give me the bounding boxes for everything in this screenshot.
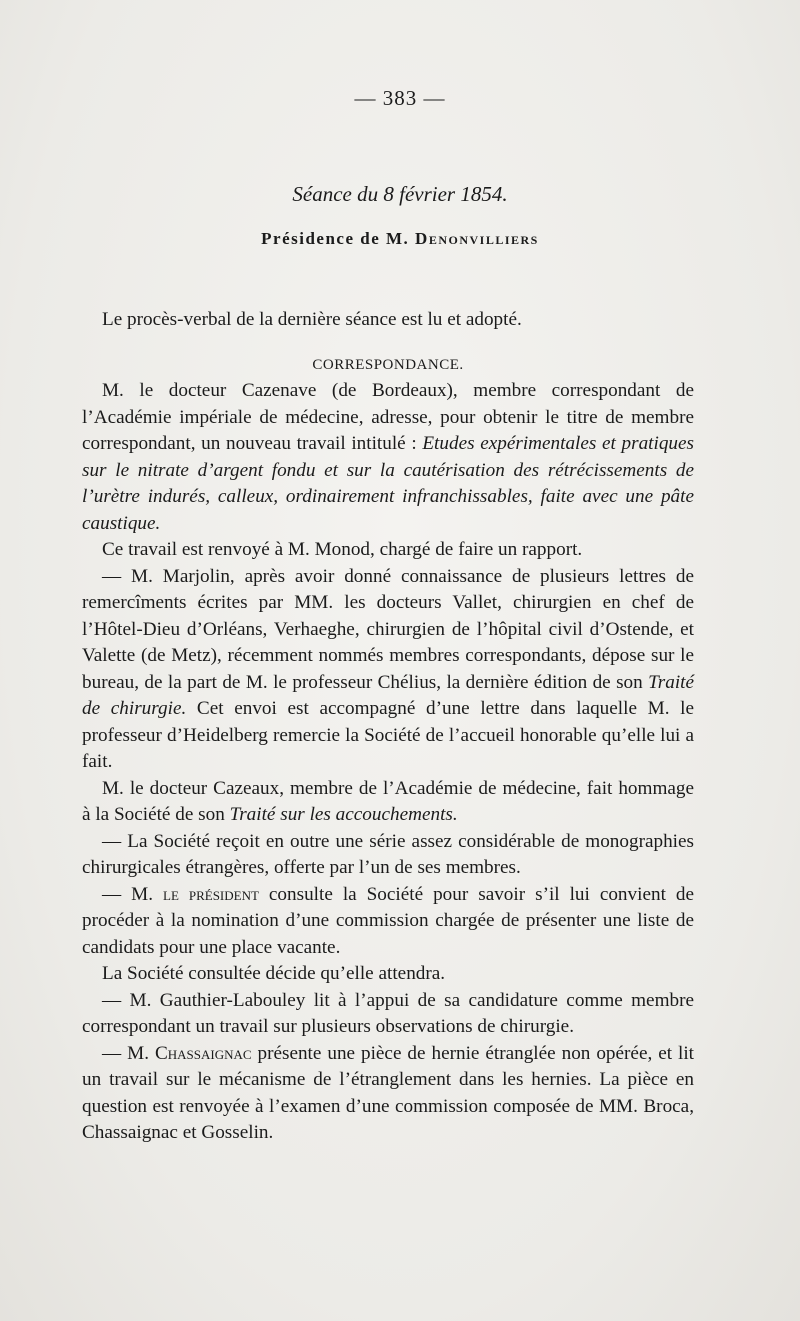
body-text	[82, 378, 694, 1147]
paragraph-gauthier: — M. Gauthier-Labouley lit à l’appui de sa candidature comme membre correspondant un travail sur plusieurs observations de chirurgie.	[82, 989, 694, 1037]
paragraph-marjolin	[82, 564, 694, 776]
speaker-name: le président	[163, 883, 259, 905]
work-title: Etudes expérimentales et pratiques sur le nitrate d’argent fondu et sur la cautérisation des rétrécissements de l’urètre indurés, calleux, ordinairement infranchissables, faite avec une pâte caustique.	[82, 433, 695, 534]
section-heading: CORRESPONDANCE.	[312, 357, 464, 373]
paragraph-text: consulte la Société pour savoir s’il lui convient de procéder à la nomination d’une commission chargée de présenter une liste de candidats pour une place vacante.	[82, 883, 694, 958]
paragraph-president	[82, 882, 694, 962]
session-title: Séance du 8 février 1854.	[292, 182, 508, 206]
paragraph-text: — M.	[102, 883, 163, 905]
presidence-prefix: Présidence de M.	[261, 229, 410, 248]
presidence-name: Denonvilliers	[415, 229, 539, 248]
paragraph-monographies: — La Société reçoit en outre une série assez considérable de monographies chirurgicales étrangères, offerte par l’un de ses membres.	[82, 830, 694, 878]
intro-block	[82, 307, 694, 334]
page-number: — 383 —	[354, 86, 446, 110]
speaker-name: Chassaignac	[154, 1042, 252, 1064]
intro-paragraph: Le procès-verbal de la dernière séance est lu et adopté.	[102, 309, 522, 330]
paragraph-monod: Ce travail est renvoyé à M. Monod, chargé de faire un rapport.	[102, 539, 583, 560]
paragraph-text: M. le docteur Cazenave (de Bordeaux), membre correspondant de l’Académie impériale de médecine, adresse, pour obtenir le titre de membre correspondant, un nouveau travail intitulé :	[82, 380, 694, 454]
work-title: Traité de chirurgie.	[82, 671, 694, 719]
work-title: Traité sur les accouchements.	[229, 804, 458, 825]
presidence-line	[0, 229, 800, 249]
paragraph-cazeaux	[82, 776, 694, 829]
paragraph-cazenave	[82, 378, 694, 537]
paragraph-chassaignac	[82, 1041, 694, 1147]
paragraph-text: — M. Marjolin, après avoir donné connaissance de plusieurs lettres de remercîments écrites par MM. les docteurs Vallet, chirurgien en chef de l’Hôtel-Dieu d’Orléans, Verhaeghe, chirurgien de l’hôpital civil d’Ostende, et Valette (de Metz), récemment nommés membres correspondants, dépose sur le bureau, de la part de M. le professeur Chélius, la dernière édition de son	[82, 565, 694, 693]
paragraph-text: présente une pièce de hernie étranglée non opérée, et lit un travail sur le mécanisme de l’étranglement dans les hernies. La pièce en question est renvoyée à l’examen d’une commission composée de MM. Broca, Chassaignac et Gosselin.	[82, 1042, 694, 1143]
paragraph-decision: La Société consultée décide qu’elle attendra.	[102, 963, 446, 984]
paragraph-text: Cet envoi est accompagné d’une lettre dans laquelle M. le professeur d’Heidelberg remercie la Société de l’accueil honorable qu’elle lui a fait.	[82, 698, 694, 772]
paragraph-text: M. le docteur Cazeaux, membre de l’Académie de médecine, fait hommage à la Société de son	[82, 777, 694, 825]
paragraph-text: — M.	[102, 1042, 155, 1064]
correspondence-heading-block	[82, 352, 694, 379]
